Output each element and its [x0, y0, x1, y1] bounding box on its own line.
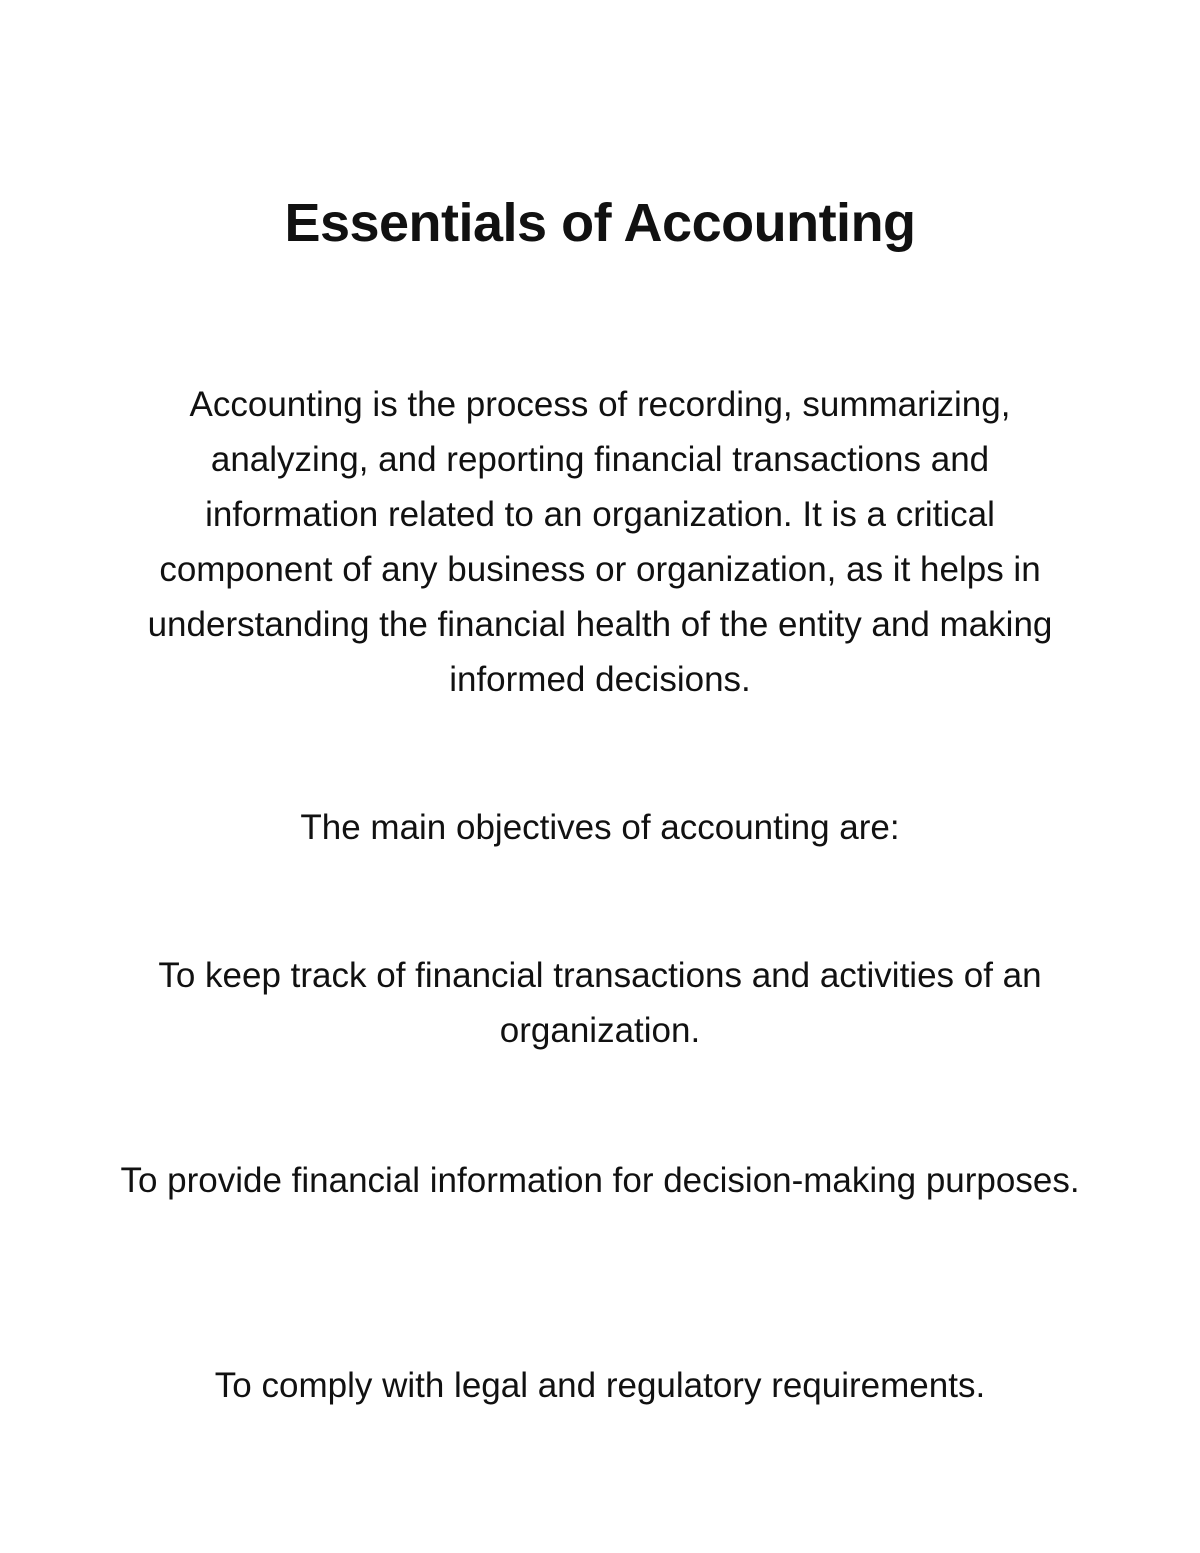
objectives-heading: The main objectives of accounting are: — [300, 808, 900, 847]
intro-paragraph: Accounting is the process of recording, summarizing, analyzing, and reporting financial transactions and information related to an organization. It is a critical component of any business or organization, as it helps in understanding the financial health of the entity and making informed decisions. — [147, 385, 1053, 699]
objective-item: To comply with legal and regulatory requirements. — [214, 1366, 986, 1405]
objective-item: To provide financial information for decision-making purposes. — [120, 1161, 1080, 1200]
objective-item: To keep track of financial transactions and activities of an organization. — [158, 956, 1042, 1050]
document-title: Essentials of Accounting — [284, 193, 916, 253]
